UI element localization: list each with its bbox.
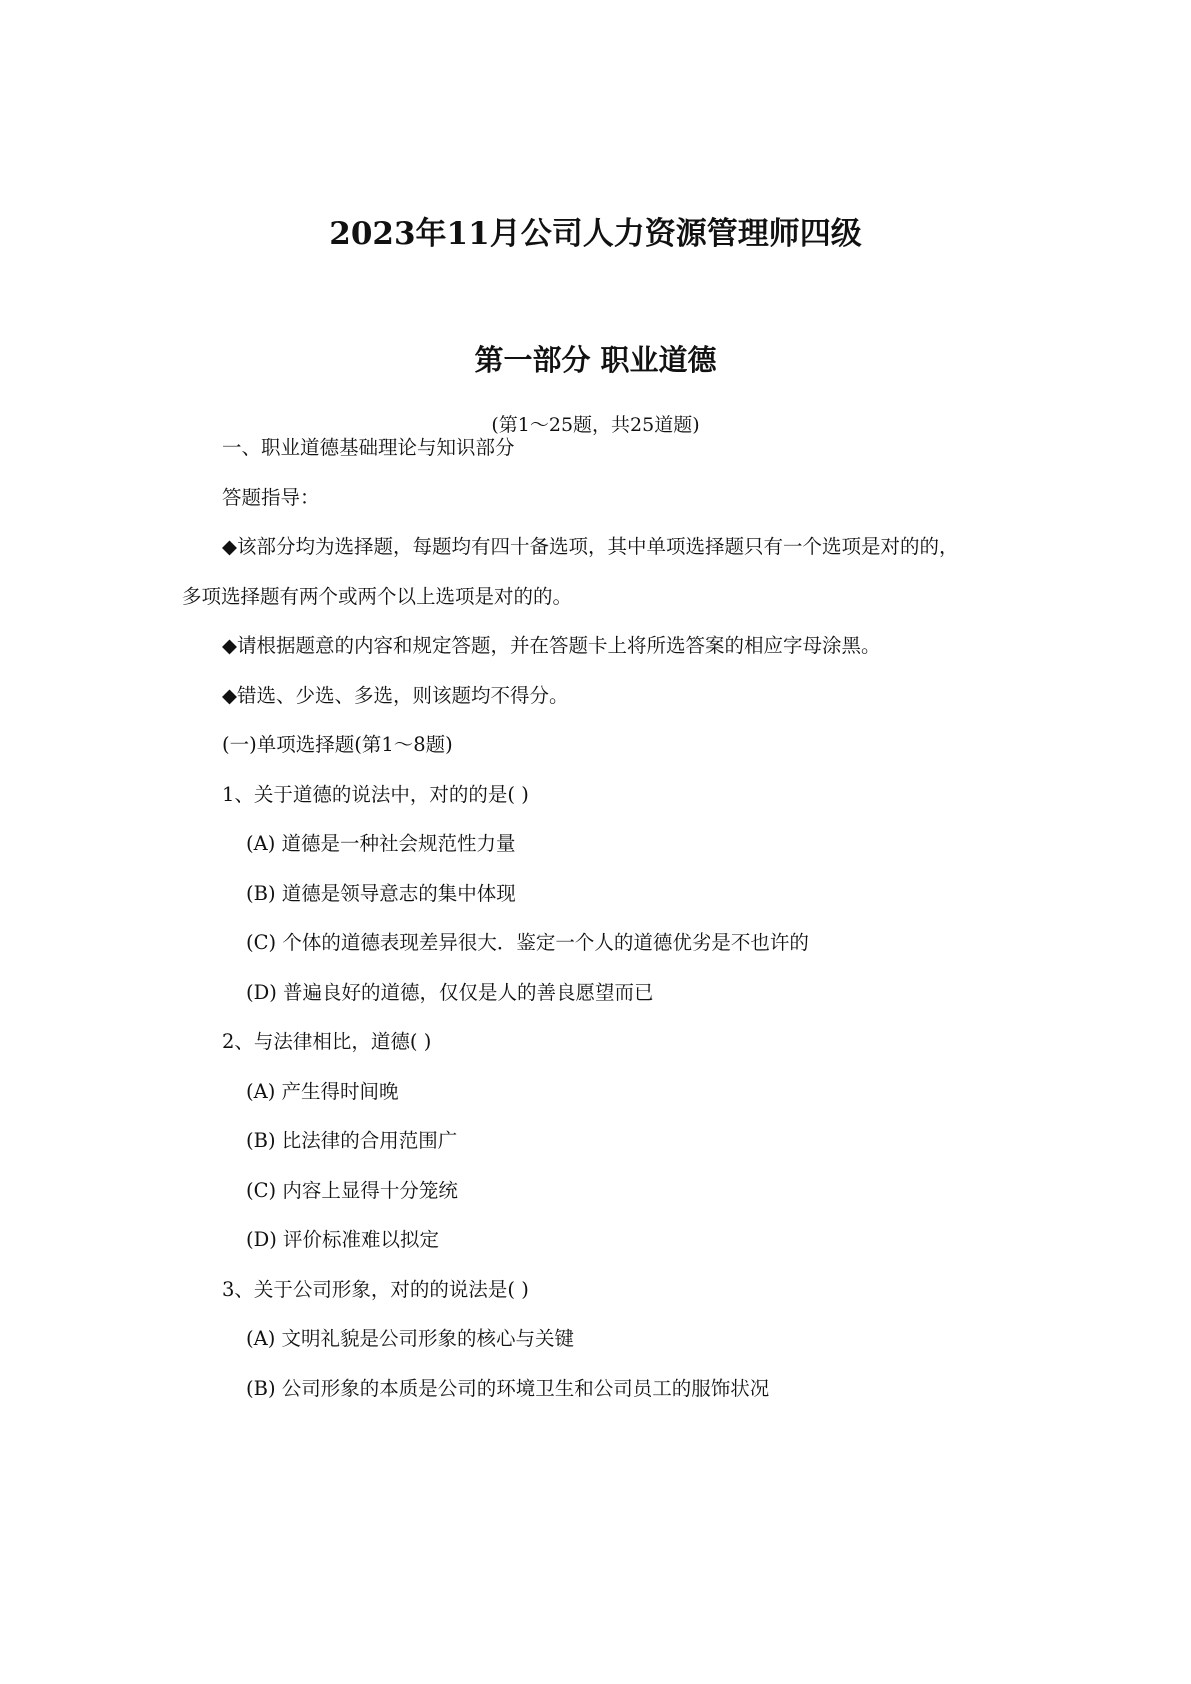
instruction-line: ◆错选、少选、多选，则该题均不得分。	[222, 684, 569, 707]
question-option: (C) 个体的道德表现差异很大．鉴定一个人的道德优劣是不也许的	[246, 931, 809, 954]
instruction-line: 多项选择题有两个或两个以上选项是对的的。	[182, 585, 573, 608]
question-option: (C) 内容上显得十分笼统	[246, 1179, 458, 1202]
question-stem: 2、与法律相比，道德( )	[222, 1030, 432, 1053]
question-option: (B) 公司形象的本质是公司的环境卫生和公司员工的服饰状况	[246, 1377, 770, 1400]
question-stem: 1、关于道德的说法中，对的的是( )	[222, 783, 529, 806]
question-option: (A) 道德是一种社会规范性力量	[246, 832, 516, 855]
subsection-heading: (一)单项选择题(第1～8题)	[222, 733, 453, 756]
part-title: 第一部分 职业道德	[474, 343, 717, 377]
question-option: (D) 普遍良好的道德，仅仅是人的善良愿望而已	[246, 981, 654, 1004]
instruction-line: ◆该部分均为选择题，每题均有四十备选项，其中单项选择题只有一个选项是对的的，	[222, 535, 959, 558]
section-heading: 一、职业道德基础理论与知识部分	[222, 436, 515, 459]
question-option: (B) 比法律的合用范围广	[246, 1129, 458, 1152]
document-title: 2023年11月公司人力资源管理师四级	[329, 216, 862, 252]
question-option: (A) 文明礼貌是公司形象的核心与关键	[246, 1327, 574, 1350]
instruction-line: ◆请根据题意的内容和规定答题，并在答题卡上将所选答案的相应字母涂黑。	[222, 634, 881, 657]
question-option: (B) 道德是领导意志的集中体现	[246, 882, 516, 905]
question-option: (D) 评价标准难以拟定	[246, 1228, 440, 1251]
question-range: (第1～25题，共25道题)	[491, 414, 700, 436]
instructions-label: 答题指导：	[222, 486, 320, 509]
question-stem: 3、关于公司形象，对的的说法是( )	[222, 1278, 529, 1301]
question-option: (A) 产生得时间晚	[246, 1080, 399, 1103]
